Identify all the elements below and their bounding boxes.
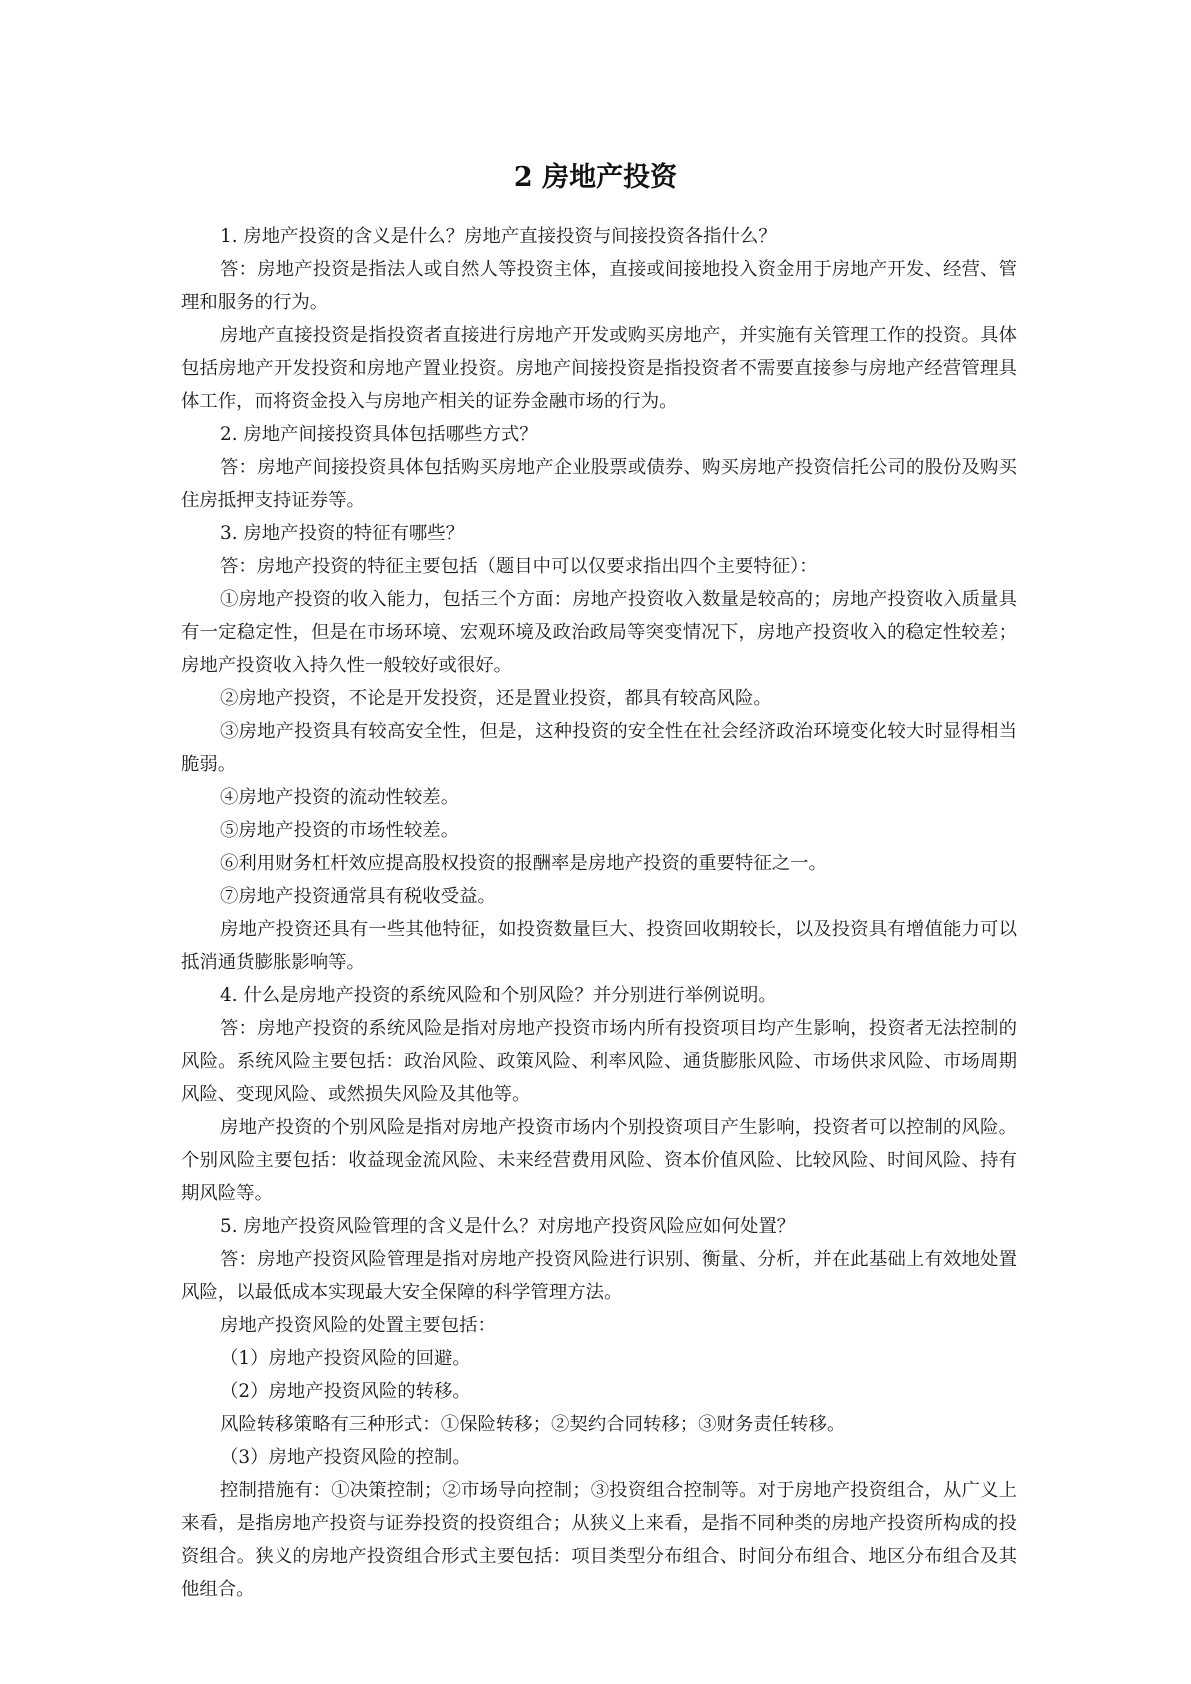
handling-item-2: （2）房地产投资风险的转移。 bbox=[220, 1381, 471, 1402]
other-features: 房地产投资还具有一些其他特征，如投资数量巨大、投资回收期较长，以及投资具有增值能力可以抵消通货膨胀影响等。 bbox=[181, 919, 1017, 973]
answer-4-specific: 房地产投资的个别风险是指对房地产投资市场内个别投资项目产生影响，投资者可以控制的风险。个别风险主要包括：收益现金流风险、未来经营费用风险、资本价值风险、比较风险、时间风险、持有期风险等。 bbox=[181, 1117, 1017, 1204]
feature-6: ⑥利用财务杠杆效应提高股权投资的报酬率是房地产投资的重要特征之一。 bbox=[220, 853, 827, 874]
answer-5: 答：房地产投资风险管理是指对房地产投资风险进行识别、衡量、分析，并在此基础上有效地处置风险，以最低成本实现最大安全保障的科学管理方法。 bbox=[181, 1249, 1017, 1303]
question-5: 5. 房地产投资风险管理的含义是什么？对房地产投资风险应如何处置？ bbox=[220, 1216, 796, 1237]
answer-2: 答：房地产间接投资具体包括购买房地产企业股票或债券、购买房地产投资信托公司的股份及购买住房抵押支持证券等。 bbox=[181, 457, 1017, 511]
question-4: 4. 什么是房地产投资的系统风险和个别风险？并分别进行举例说明。 bbox=[220, 985, 777, 1006]
question-3: 3. 房地产投资的特征有哪些？ bbox=[220, 523, 465, 544]
transfer-strategy: 风险转移策略有三种形式：①保险转移；②契约合同转移；③财务责任转移。 bbox=[220, 1414, 846, 1435]
feature-3: ③房地产投资具有较高安全性，但是，这种投资的安全性在社会经济政治环境变化较大时显得相当脆弱。 bbox=[181, 721, 1017, 775]
feature-5: ⑤房地产投资的市场性较差。 bbox=[220, 820, 460, 841]
feature-1: ①房地产投资的收入能力，包括三个方面：房地产投资收入数量是较高的；房地产投资收入质量具有一定稳定性，但是在市场环境、宏观环境及政治政局等突变情况下，房地产投资收入的稳定性较差；房地产投资收入持久性一般较好或很好。 bbox=[181, 589, 1017, 676]
feature-7: ⑦房地产投资通常具有税收受益。 bbox=[220, 886, 496, 907]
document-body bbox=[181, 220, 1017, 1606]
question-1: 1. 房地产投资的含义是什么？房地产直接投资与间接投资各指什么？ bbox=[220, 226, 777, 247]
feature-2: ②房地产投资，不论是开发投资，还是置业投资，都具有较高风险。 bbox=[220, 688, 772, 709]
control-measures: 控制措施有：①决策控制；②市场导向控制；③投资组合控制等。对于房地产投资组合，从广义上来看，是指房地产投资与证券投资的投资组合；从狭义上来看，是指不同种类的房地产投资所构成的投资组合。狭义的房地产投资组合形式主要包括：项目类型分布组合、时间分布组合、地区分布组合及其他组合。 bbox=[181, 1480, 1017, 1600]
answer-1: 答：房地产投资是指法人或自然人等投资主体，直接或间接地投入资金用于房地产开发、经营、管理和服务的行为。 bbox=[181, 259, 1017, 313]
page-title: 2 房地产投资 bbox=[513, 162, 678, 193]
handling-item-1: （1）房地产投资风险的回避。 bbox=[220, 1348, 471, 1369]
handling-item-3: （3）房地产投资风险的控制。 bbox=[220, 1447, 471, 1468]
handling-intro: 房地产投资风险的处置主要包括： bbox=[220, 1315, 496, 1336]
answer-1-detail: 房地产直接投资是指投资者直接进行房地产开发或购买房地产，并实施有关管理工作的投资。具体包括房地产开发投资和房地产置业投资。房地产间接投资是指投资者不需要直接参与房地产经营管理具体工作，而将资金投入与房地产相关的证券金融市场的行为。 bbox=[181, 325, 1017, 412]
answer-4-systematic: 答：房地产投资的系统风险是指对房地产投资市场内所有投资项目均产生影响，投资者无法控制的风险。系统风险主要包括：政治风险、政策风险、利率风险、通货膨胀风险、市场供求风险、市场周期风险、变现风险、或然损失风险及其他等。 bbox=[181, 1018, 1017, 1105]
question-2: 2. 房地产间接投资具体包括哪些方式？ bbox=[220, 424, 538, 445]
feature-4: ④房地产投资的流动性较差。 bbox=[220, 787, 460, 808]
answer-3: 答：房地产投资的特征主要包括（题目中可以仅要求指出四个主要特征）： bbox=[220, 556, 818, 577]
